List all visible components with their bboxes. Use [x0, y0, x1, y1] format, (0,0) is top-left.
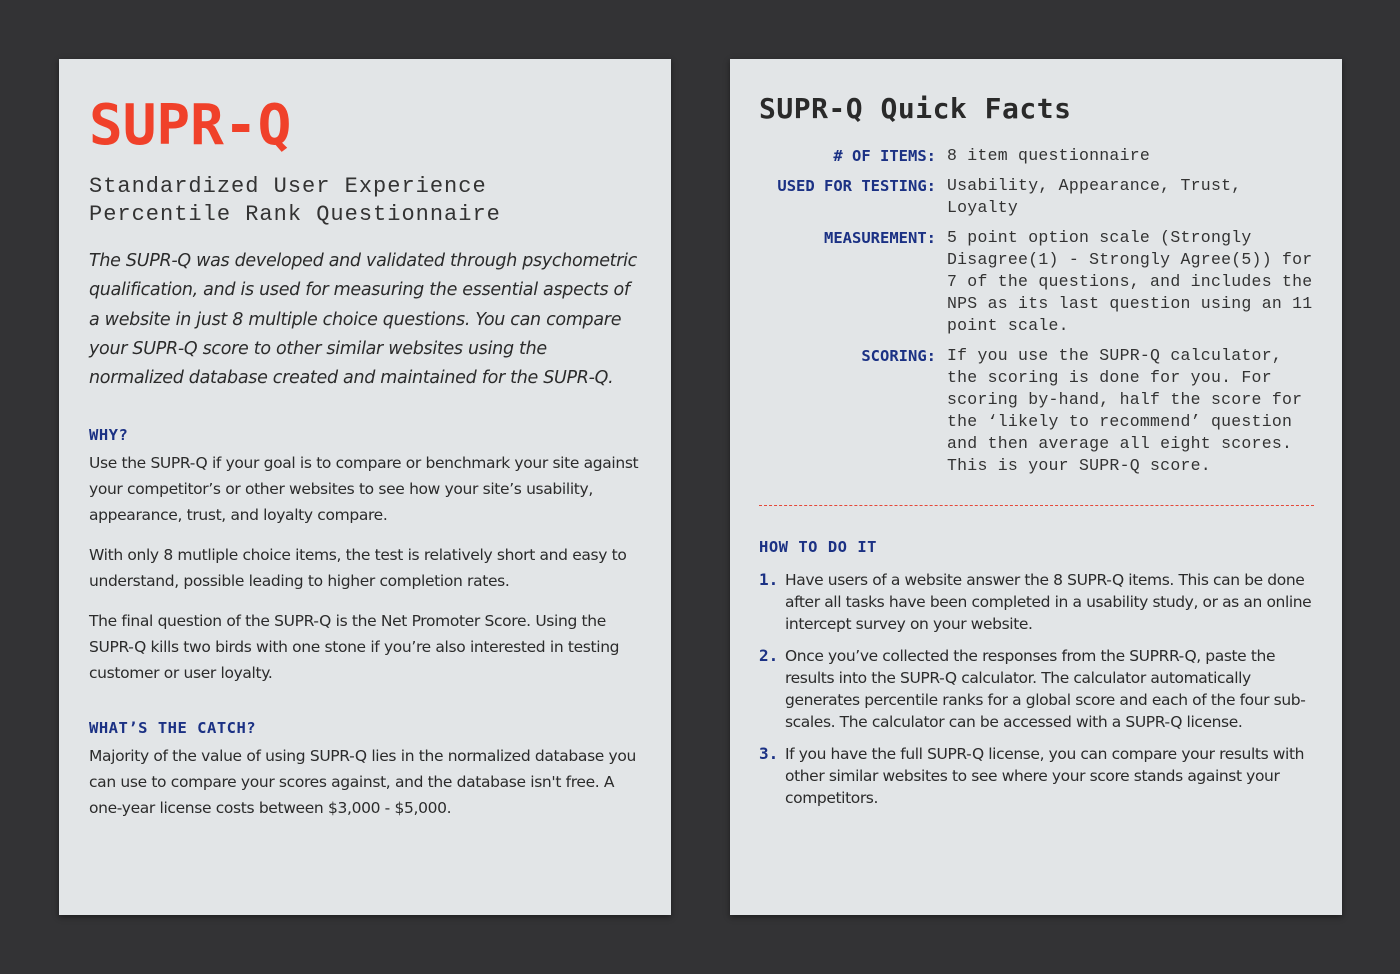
why-heading: WHY? [89, 426, 129, 445]
step-number: 3. [759, 744, 779, 763]
fact-row-used-for-testing [759, 175, 1320, 219]
quick-facts-title: SUPR-Q Quick Facts [759, 92, 1072, 125]
subtitle: Standardized User Experience Percentile Rank Questionnaire [89, 174, 501, 227]
step-text: If you have the full SUPR-Q license, you can compare your results with other similar websites to see where your score stands against your competitors. [785, 745, 1305, 807]
fact-value: 5 point option scale (Strongly Disagree(1) - Strongly Agree(5)) for 7 of the questions, and includes the NPS as its last question using an 11 point scale. [947, 228, 1313, 335]
intro-paragraph: The SUPR-Q was developed and validated through psychometric qualification, and is used for measuring the essential aspects of a website in just 8 multiple choice questions. You can compare your SUPR-Q score to other similar websites using the normalized database created and maintained for the SUPR-Q. [89, 251, 638, 389]
fact-value: Usability, Appearance, Trust, Loyalty [947, 176, 1242, 217]
how-to-heading: HOW TO DO IT [759, 538, 877, 556]
list-item [759, 645, 1320, 733]
step-number: 2. [759, 646, 779, 665]
catch-paragraph: Majority of the value of using SUPR-Q lies in the normalized database you can use to compare your scores against, and the database isn't free. A one-year license costs between $3,000 - $5,000. [89, 747, 636, 818]
list-item [759, 743, 1320, 809]
fact-value: 8 item questionnaire [947, 146, 1151, 165]
fact-label: USED FOR TESTING: [777, 177, 936, 195]
quick-facts-card [730, 59, 1342, 915]
list-item [759, 569, 1320, 635]
fact-value: If you use the SUPR-Q calculator, the scoring is done for you. For scoring by-hand, half the score for the ‘likely to recommend’ question and then average all eight scores. This is your SUPR-Q score. [947, 346, 1303, 475]
fact-label: MEASUREMENT: [824, 229, 936, 247]
catch-heading: WHAT’S THE CATCH? [89, 719, 257, 738]
step-number: 1. [759, 570, 779, 589]
steps-list [759, 569, 1320, 809]
dashed-divider [759, 505, 1314, 506]
step-text: Once you’ve collected the responses from the SUPRR-Q, paste the results into the SUPR-Q calculator. The calculator automatically generates percentile ranks for a global score and each of the four sub-scales. The calculator can be accessed with a SUPR-Q license. [785, 647, 1306, 731]
facts-list [759, 145, 1320, 477]
fact-label: SCORING: [861, 347, 936, 365]
page-title: SUPR-Q [89, 93, 292, 158]
fact-row-measurement [759, 227, 1320, 337]
fact-label: # OF ITEMS: [833, 147, 936, 165]
why-paragraph: The final question of the SUPR-Q is the Net Promoter Score. Using the SUPR-Q kills two birds with one stone if you’re also interested in testing customer or user loyalty. [89, 612, 620, 683]
fact-row-items [759, 145, 1320, 167]
why-paragraph: Use the SUPR-Q if your goal is to compare or benchmark your site against your competitor’s or other websites to see how your site’s usability, appearance, trust, and loyalty compare. [89, 454, 639, 525]
fact-row-scoring [759, 345, 1320, 477]
step-text: Have users of a website answer the 8 SUPR-Q items. This can be done after all tasks have been completed in a usability study, or as an online intercept survey on your website. [785, 571, 1312, 633]
supr-q-overview-card [59, 59, 671, 915]
why-paragraph: With only 8 mutliple choice items, the test is relatively short and easy to understand, possible leading to higher completion rates. [89, 546, 627, 591]
